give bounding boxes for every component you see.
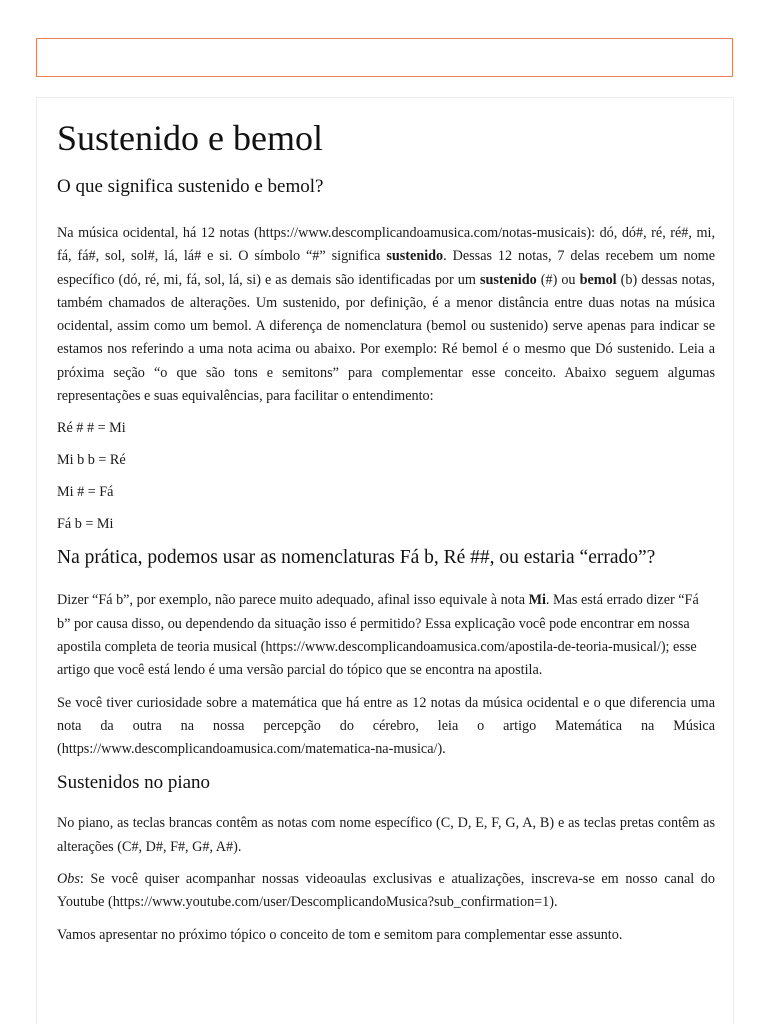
obs-label: Obs bbox=[57, 871, 80, 888]
obs-paragraph bbox=[57, 868, 715, 915]
intro-bold-3: bemol bbox=[579, 271, 617, 288]
practice-bold-mi: Mi bbox=[528, 592, 546, 609]
obs-text: : Se você quiser acompanhar nossas videoaulas exclusivas e atualizações, inscreva-se em nosso canal do Youtube (https://www.youtube.com/user/DescomplicandoMusica?sub_confirmation=1). bbox=[57, 871, 715, 911]
intro-text-4: (b) dessas notas, também chamados de alterações. Um sustenido, por definição, é a menor distância entre duas notas na música ocidental, assim como um bemol. A diferença de nomenclatura (bemol ou sustenido) serve apenas para indicar se estamos nos referindo a uma nota acima ou abaixo. Por exemplo: Ré bemol é o mesmo que Dó sustenido. Leia a próxima seção “o que são tons e semitons” para complementar esse conceito. Abaixo seguem algumas representações e suas equivalências, para facilitar o entendimento: bbox=[57, 271, 715, 405]
intro-bold-2: sustenido bbox=[479, 271, 537, 288]
section-heading-practice: Na prática, podemos usar as nomenclaturas Fá b, Ré ##, ou estaria “errado”? bbox=[57, 547, 656, 569]
equivalence-line: Fá b = Mi bbox=[57, 516, 114, 533]
article-content bbox=[57, 116, 715, 956]
closing-paragraph: Vamos apresentar no próximo tópico o conceito de tom e semitom para complementar esse assunto. bbox=[57, 926, 623, 943]
practice-text-1: Dizer “Fá b”, por exemplo, não parece muito adequado, afinal isso equivale à nota bbox=[57, 592, 529, 609]
equivalence-line: Ré # # = Mi bbox=[57, 420, 126, 437]
intro-text-1: Na música ocidental, há 12 notas (https://www.descomplicandoamusica.com/notas-musicais): dó, dó#, ré, ré#, mi, fá, fá#, sol, sol#, lá, lá# e si. O símbolo “#” significa bbox=[57, 225, 715, 265]
intro-paragraph bbox=[57, 222, 715, 408]
practice-text-2: . Mas está errado dizer “Fá b” por causa disso, ou dependendo da situação isso é permitido? Essa explicação você pode encontrar em nossa apostila completa de teoria musical (https://www.descomplicandoamusica.com/apostila-de-teoria-musical/); esse artigo que você está lendo é uma versão parcial do tópico que se encontra na apostila. bbox=[57, 592, 699, 679]
piano-paragraph: No piano, as teclas brancas contêm as notas com nome específico (C, D, E, F, G, A, B) e as teclas pretas contêm as alterações (C#, D#, F#, G#, A#). bbox=[57, 815, 715, 855]
practice-paragraph-1 bbox=[57, 589, 715, 682]
section-heading-piano: Sustenidos no piano bbox=[57, 772, 211, 794]
top-banner bbox=[36, 38, 733, 77]
practice-paragraph-2: Se você tiver curiosidade sobre a matemática que há entre as 12 notas da música ocidental e o que diferencia uma nota da outra na nossa percepção do cérebro, leia o artigo Matemática na Música (https://www.descomplicandoamusica.com/matematica-na-musica/). bbox=[57, 694, 715, 758]
page-title: Sustenido e bemol bbox=[57, 118, 323, 158]
article-card bbox=[36, 97, 734, 1024]
equivalence-line: Mi # = Fá bbox=[57, 484, 114, 501]
intro-bold-1: sustenido bbox=[386, 248, 444, 265]
intro-text-3: (#) ou bbox=[536, 271, 580, 288]
intro-text-2: . Dessas 12 notas, 7 delas recebem um nome específico (dó, ré, mi, fá, sol, lá, si) e as demais são identificadas por um bbox=[57, 248, 715, 288]
subtitle: O que significa sustenido e bemol? bbox=[57, 176, 324, 197]
equivalence-line: Mi b b = Ré bbox=[57, 452, 126, 469]
